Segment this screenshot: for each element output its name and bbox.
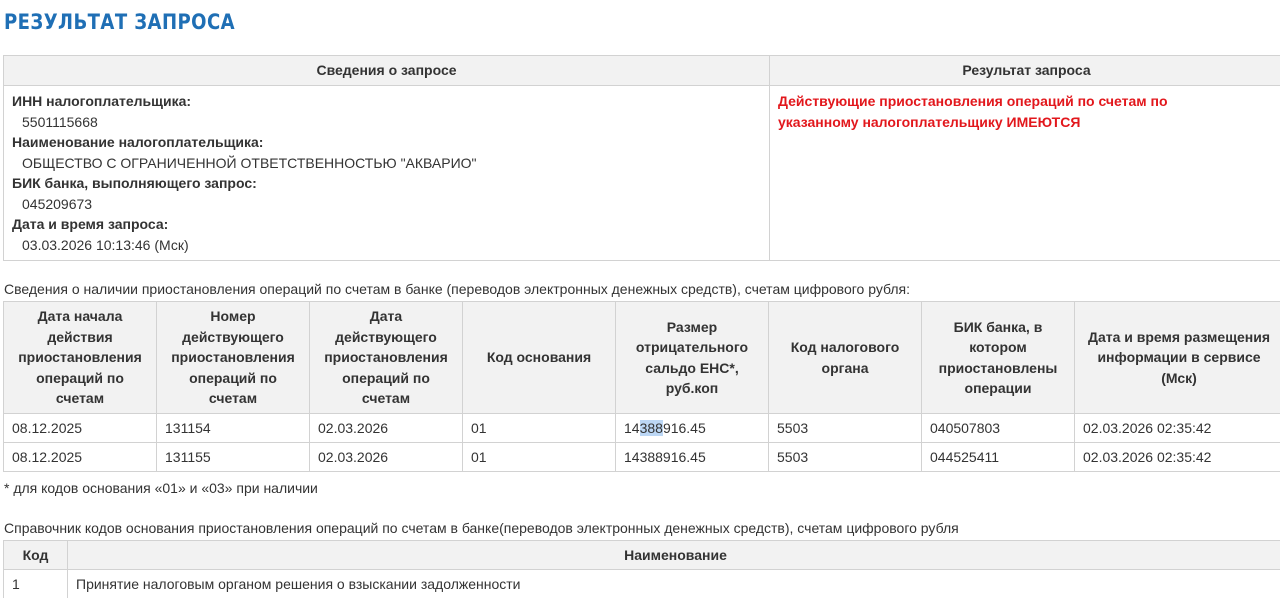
saldo-part: 916.45 [662, 419, 706, 436]
col-suspension-date: Дата действующего приостановления операций по счетам [310, 302, 463, 414]
selected-text: 388 [639, 419, 663, 436]
cell-posted-datetime: 02.03.2026 02:35:42 [1075, 443, 1280, 472]
cell-negative-saldo: 14388916.45 [616, 443, 769, 472]
table-row [4, 570, 1280, 598]
cell-bank-bik: 044525411 [922, 443, 1075, 472]
query-result-header: Результат запроса [770, 56, 1280, 86]
cell-posted-datetime: 02.03.2026 02:35:42 [1075, 414, 1280, 443]
col-start-date: Дата начала действия приостановления операций по счетам [4, 302, 157, 414]
suspensions-caption: Сведения о наличии приостановления операций по счетам в банке (переводов электронных денежных средств), счетам цифрового рубля: [4, 281, 911, 297]
cell-suspension-number: 131155 [157, 443, 310, 472]
col-name: Наименование [68, 541, 1280, 570]
cell-tax-office-code: 5503 [769, 443, 922, 472]
cell-name: Принятие налоговым органом решения о взыскании задолженности [68, 570, 1280, 598]
bank-bik-label: БИК банка, выполняющего запрос: [12, 175, 257, 191]
reference-header-row [4, 541, 1280, 570]
query-result-text: Действующие приостановления операций по счетам по указанному налогоплательщику ИМЕЮТСЯ [778, 93, 1168, 130]
bank-bik-value: 045209673 [22, 195, 93, 212]
inn-label: ИНН налогоплательщика: [12, 93, 192, 109]
suspensions-table [3, 301, 1280, 472]
cell-suspension-date: 02.03.2026 [310, 443, 463, 472]
col-tax-office-code: Код налогового органа [769, 302, 922, 414]
suspensions-header-row [4, 302, 1280, 414]
col-suspension-number: Номер действующего приостановления операций по счетам [157, 302, 310, 414]
table-row [4, 414, 1280, 443]
cell-reason-code: 01 [463, 414, 616, 443]
cell-suspension-number: 131154 [157, 414, 310, 443]
page-title: РЕЗУЛЬТАТ ЗАПРОСА [4, 10, 236, 34]
reference-caption: Справочник кодов основания приостановления операций по счетам в банке(переводов электронных денежных средств), счетам цифрового рубля [4, 520, 959, 536]
request-datetime-label: Дата и время запроса: [12, 216, 169, 232]
query-info-header: Сведения о запросе [4, 56, 770, 86]
query-info-body-row [4, 86, 1280, 261]
cell-tax-office-code: 5503 [769, 414, 922, 443]
col-reason-code: Код основания [463, 302, 616, 414]
col-code: Код [4, 541, 68, 570]
query-result-cell [770, 86, 1280, 261]
cell-start-date: 08.12.2025 [4, 443, 157, 472]
request-datetime-value: 03.03.2026 10:13:46 (Мск) [22, 236, 189, 253]
col-posted-datetime: Дата и время размещения информации в сервисе (Мск) [1075, 302, 1280, 414]
reference-table [3, 540, 1280, 598]
cell-negative-saldo [616, 414, 769, 443]
cell-code: 1 [4, 570, 68, 598]
footnote: * для кодов основания «01» и «03» при наличии [4, 480, 318, 496]
cell-bank-bik: 040507803 [922, 414, 1075, 443]
query-info-table [3, 55, 1280, 261]
cell-start-date: 08.12.2025 [4, 414, 157, 443]
query-info-cell [4, 86, 770, 261]
col-negative-saldo: Размер отрицательного сальдо ЕНС*, руб.коп [616, 302, 769, 414]
table-row [4, 443, 1280, 472]
taxpayer-name-label: Наименование налогоплательщика: [12, 134, 264, 150]
taxpayer-name-value: ОБЩЕСТВО С ОГРАНИЧЕННОЙ ОТВЕТСТВЕННОСТЬЮ "АКВАРИО" [22, 154, 477, 171]
col-bank-bik: БИК банка, в котором приостановлены операции [922, 302, 1075, 414]
inn-value: 5501115668 [22, 113, 98, 130]
cell-suspension-date: 02.03.2026 [310, 414, 463, 443]
cell-reason-code: 01 [463, 443, 616, 472]
saldo-part: 14 [624, 419, 640, 436]
query-info-header-row [4, 56, 1280, 86]
